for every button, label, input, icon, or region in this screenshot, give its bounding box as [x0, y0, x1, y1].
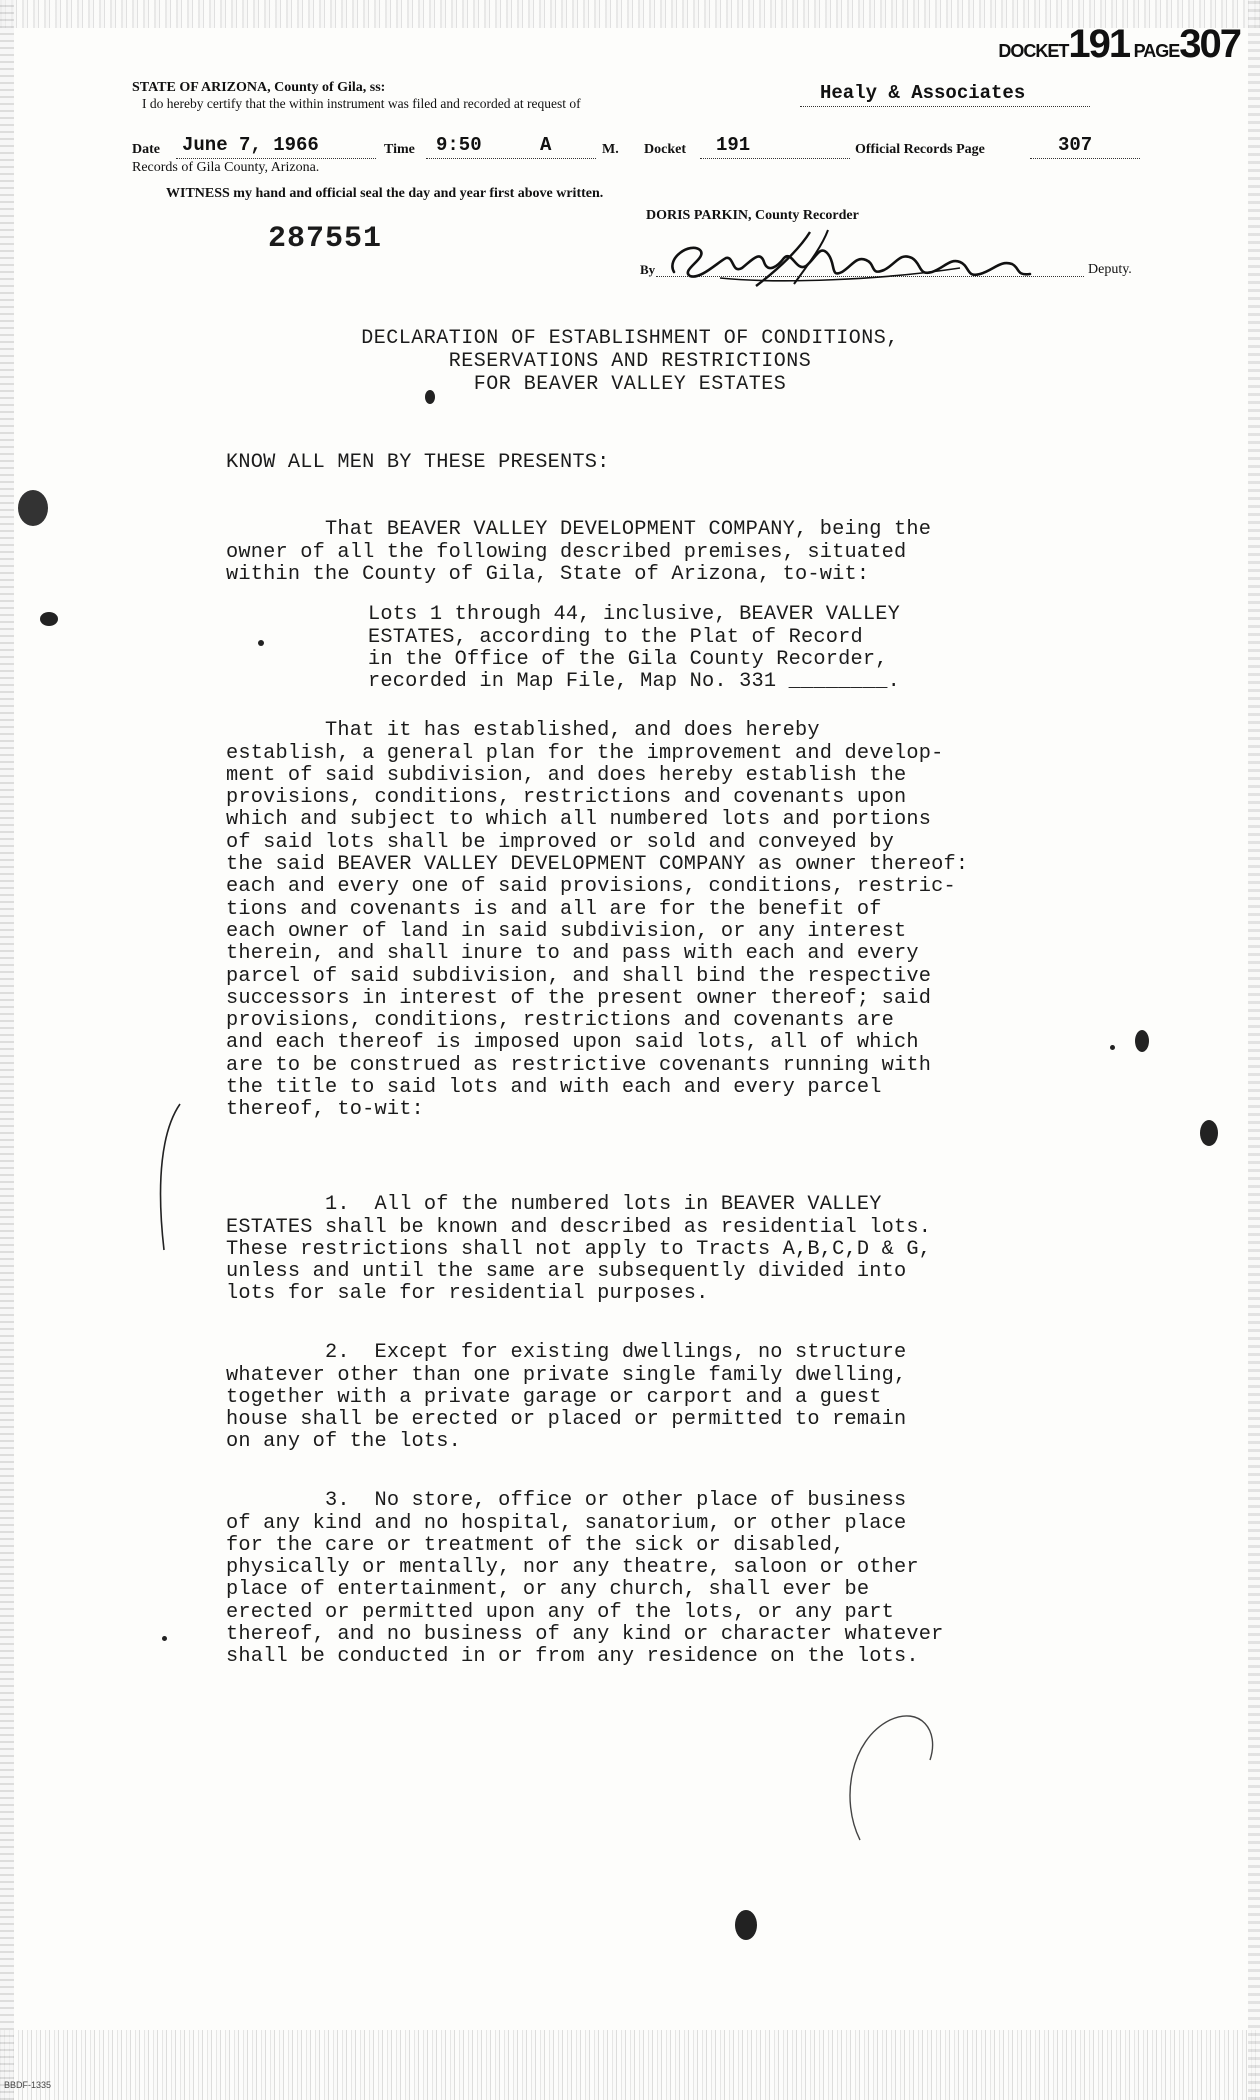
title-line-1: DECLARATION OF ESTABLISHMENT OF CONDITIONS, — [361, 327, 899, 350]
scan-blot — [40, 612, 58, 626]
main-line: That it has established, and does hereby — [226, 719, 820, 743]
para1-line: These restrictions shall not apply to Tracts A,B,C,D & G, — [226, 1237, 932, 1261]
intro-line: within the County of Gila, State of Arizona, to-wit: — [226, 562, 870, 586]
document-number: 287551 — [268, 222, 383, 256]
para1-line: lots for sale for residential purposes. — [226, 1282, 709, 1306]
lots-line: in the Office of the Gila County Recorder, — [368, 647, 888, 671]
time-underline — [426, 158, 596, 159]
docket-stamp-label: DOCKET — [998, 41, 1069, 61]
scan-blot — [735, 1910, 757, 1940]
main-line: parcel of said subdivision, and shall bind the respective — [226, 964, 932, 988]
main-line: the said BEAVER VALLEY DEVELOPMENT COMPANY as owner thereof: — [226, 853, 969, 877]
deputy-signature-image — [660, 228, 1080, 288]
docket-page-stamp — [998, 22, 1240, 67]
para1-line: ESTATES shall be known and described as residential lots. — [226, 1215, 932, 1239]
main-line: therein, and shall inure to and pass with each and every — [226, 942, 919, 966]
deputy-label: Deputy. — [1088, 262, 1132, 277]
main-line: each owner of land in said subdivision, or any interest — [226, 919, 907, 943]
scan-dot — [1110, 1045, 1115, 1050]
main-line: the title to said lots and with each and every parcel — [226, 1076, 882, 1100]
para2-line: house shall be erected or placed or permitted to remain — [226, 1408, 907, 1432]
main-line: successors in interest of the present owner thereof; said — [226, 986, 932, 1010]
date-label: Date — [132, 142, 160, 157]
restriction-paragraph-1 — [226, 1172, 931, 1306]
main-line: thereof, to-wit: — [226, 1098, 424, 1122]
scan-noise-left — [0, 0, 14, 2100]
recording-certify-line: I do hereby certify that the within instrument was filed and recorded at request of — [142, 96, 581, 111]
main-paragraph — [226, 698, 968, 1122]
title-line-3: FOR BEAVER VALLEY ESTATES — [473, 373, 787, 396]
para2-line: on any of the lots. — [226, 1430, 462, 1454]
am-value: A — [540, 134, 552, 156]
main-line: provisions, conditions, restrictions and covenants are — [226, 1009, 895, 1033]
main-line: each and every one of said provisions, conditions, restric- — [226, 875, 956, 899]
lots-line: ESTATES, according to the Plat of Record — [368, 625, 863, 649]
lots-line: recorded in Map File, Map No. 331 ________. — [368, 670, 900, 694]
docket-underline — [700, 158, 850, 159]
scan-noise-bottom — [0, 2030, 1260, 2100]
witness-line: WITNESS my hand and official seal the day and year first above written. — [166, 186, 604, 201]
para2-line: 2. Except for existing dwellings, no structure — [226, 1341, 907, 1365]
recording-state-line: STATE OF ARIZONA, County of Gila, ss: — [132, 80, 386, 95]
page-stamp-label: PAGE — [1133, 41, 1180, 61]
main-line: which and subject to which all numbered lots and portions — [226, 808, 932, 832]
records-page-label: Official Records Page — [855, 142, 985, 157]
by-label: By — [640, 262, 656, 277]
date-underline — [176, 158, 376, 159]
para3-line: for the care or treatment of the sick or disabled, — [226, 1533, 845, 1557]
recording-requester: Healy & Associates — [820, 82, 1026, 104]
para3-line: physically or mentally, nor any theatre, saloon or other — [226, 1556, 919, 1580]
lots-description — [368, 582, 900, 693]
time-value: 9:50 — [436, 134, 482, 156]
para1-line: unless and until the same are subsequently divided into — [226, 1260, 907, 1284]
main-line: establish, a general plan for the improvement and develop- — [226, 741, 944, 765]
requester-underline — [800, 106, 1090, 107]
page-stamp-number: 307 — [1179, 22, 1240, 66]
salutation: KNOW ALL MEN BY THESE PRESENTS: — [226, 451, 610, 474]
main-line: and each thereof is imposed upon said lots, all of which — [226, 1031, 919, 1055]
scan-dot — [425, 390, 435, 404]
docket-label: Docket — [644, 142, 686, 157]
main-line: provisions, conditions, restrictions and covenants upon — [226, 786, 907, 810]
para2-line: together with a private garage or carport and a guest — [226, 1385, 882, 1409]
scan-blot — [1200, 1120, 1218, 1146]
scan-blot — [18, 490, 48, 526]
margin-bracket-mark — [150, 1100, 190, 1260]
intro-line: owner of all the following described premises, situated — [226, 540, 907, 564]
scan-dot — [258, 640, 264, 646]
date-value: June 7, 1966 — [182, 134, 319, 156]
para3-line: shall be conducted in or from any residence on the lots. — [226, 1645, 919, 1669]
para3-line: thereof, and no business of any kind or character whatever — [226, 1623, 944, 1647]
time-label: Time — [384, 142, 415, 157]
records-of-line: Records of Gila County, Arizona. — [132, 160, 320, 175]
para2-line: whatever other than one private single family dwelling, — [226, 1363, 907, 1387]
restriction-paragraph-2 — [226, 1320, 906, 1454]
records-page-underline — [1030, 158, 1140, 159]
scan-noise-right — [1248, 0, 1260, 2100]
records-page-value: 307 — [1058, 134, 1093, 156]
main-line: ment of said subdivision, and does hereby establish the — [226, 763, 907, 787]
main-line: of said lots shall be improved or sold and conveyed by — [226, 830, 895, 854]
para1-line: 1. All of the numbered lots in BEAVER VALLEY — [226, 1193, 882, 1217]
docket-value: 191 — [716, 134, 751, 156]
docket-stamp-number: 191 — [1068, 22, 1130, 66]
title-line-2: RESERVATIONS AND RESTRICTIONS — [448, 350, 812, 373]
stray-pencil-mark — [820, 1700, 960, 1850]
main-line: are to be construed as restrictive covenants running with — [226, 1053, 932, 1077]
footer-code: BBDF-1335 — [4, 2080, 52, 2090]
scan-dot — [162, 1636, 167, 1641]
para3-line: place of entertainment, or any church, shall ever be — [226, 1578, 870, 1602]
intro-paragraph — [226, 497, 931, 586]
m-label: M. — [602, 142, 619, 157]
intro-line: That BEAVER VALLEY DEVELOPMENT COMPANY, being the — [226, 518, 932, 542]
para3-line: of any kind and no hospital, sanatorium, or other place — [226, 1511, 907, 1535]
scan-blot — [1135, 1030, 1149, 1052]
lots-line: Lots 1 through 44, inclusive, BEAVER VALLEY — [368, 603, 900, 627]
restriction-paragraph-3 — [226, 1468, 944, 1669]
main-line: tions and covenants is and all are for the benefit of — [226, 897, 882, 921]
county-recorder-line: DORIS PARKIN, County Recorder — [646, 208, 859, 223]
para3-line: erected or permitted upon any of the lots, or any part — [226, 1600, 895, 1624]
para3-line: 3. No store, office or other place of business — [226, 1489, 907, 1513]
